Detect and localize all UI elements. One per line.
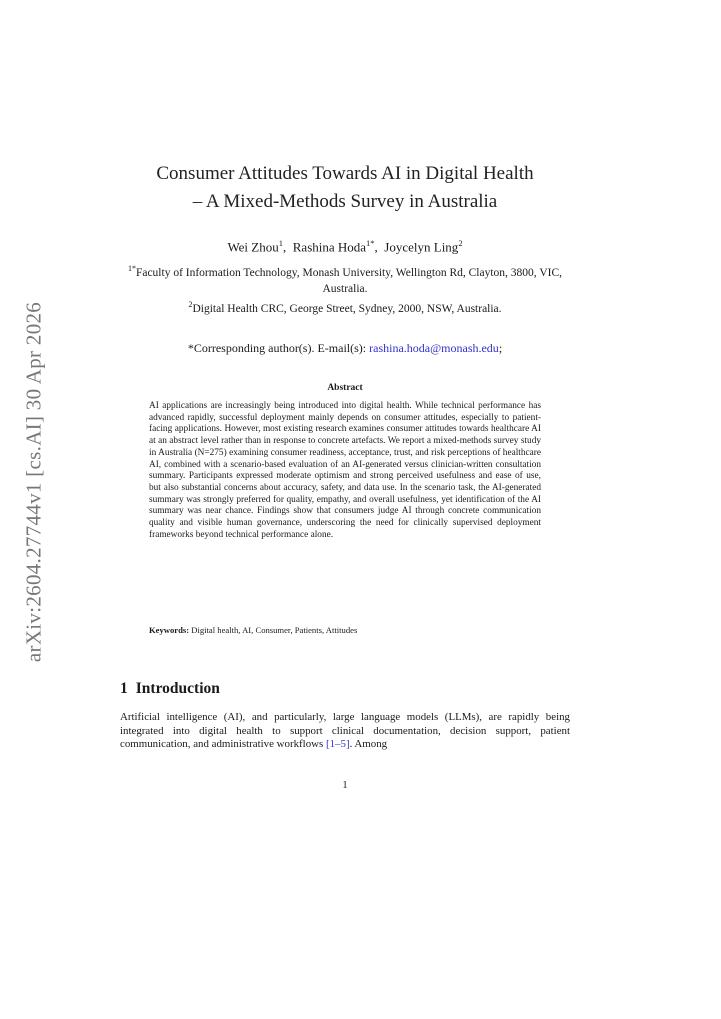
title-line-1: Consumer Attitudes Towards AI in Digital Health xyxy=(156,163,534,184)
section-heading xyxy=(120,680,220,698)
section-number: 1 xyxy=(120,680,128,697)
abstract-text: AI applications are increasingly being introduced into digital health. While technical performance has advanced rapidly, successful deployment mainly depends on consumer attitudes, especially to patient-facing applications. However, most existing research examines consumer attitudes towards healthcare AI at an abstract level rather than in response to concrete artefacts. We report a mixed-methods survey study in Australia (N=275) examining consumer readiness, acceptance, trust, and risk perceptions of healthcare AI, combined with a scenario-based evaluation of an AI-generated versus clinician-written consultation summary. Participants expressed moderate optimism and strong perceived usefulness and ease of use, but also substantial concerns about accuracy, safety, and data use. In the scenario task, the AI-generated summary was strongly preferred for quality, empathy, and overall usefulness, yet identification of the AI summary was near chance. Findings show that consumers judge AI through concrete communication quality and visible human governance, underscoring the need for clinically supervised deployment frameworks beyond technical performance alone. xyxy=(149,401,541,540)
author-name: Wei Zhou xyxy=(227,239,279,255)
author-name: Joycelyn Ling xyxy=(384,239,459,255)
author-name: Rashina Hoda xyxy=(292,239,367,255)
affiliations xyxy=(120,261,570,317)
page-number: 1 xyxy=(342,780,348,791)
corresponding-author xyxy=(120,340,570,356)
corresponding-email-link[interactable]: rashina.hoda@monash.edu xyxy=(369,341,499,355)
arxiv-identifier: arXiv:2604.27744v1 [cs.AI] 30 Apr 2026 xyxy=(21,301,46,663)
affiliation-item xyxy=(120,297,570,317)
keywords-label: Keywords: xyxy=(149,625,190,635)
keywords-text: Digital health, AI, Consumer, Patients, Attitudes xyxy=(191,625,358,635)
keywords xyxy=(149,625,541,636)
affiliation-item xyxy=(120,261,570,297)
intro-text-end: . Among xyxy=(349,738,388,751)
corresponding-suffix: ; xyxy=(498,341,503,355)
abstract-heading: Abstract xyxy=(327,383,363,393)
affiliation-text: Faculty of Information Technology, Monash University, Wellington Rd, Clayton, 3800, VIC, Australia. xyxy=(135,266,563,295)
affiliation-mark: 1* xyxy=(127,264,136,273)
corresponding-label: *Corresponding author(s). E-mail(s): xyxy=(187,341,367,355)
author-list: Wei Zhou$^1$, Rashina Hoda$^{1*}$, Joycelyn Ling$^2$ xyxy=(227,238,463,255)
intro-text: Artificial intelligence (AI), and particularly, large language models (LLMs), are rapidly being integrated into digital health to support clinical documentation, decision support, patient communication, and administrative workflows xyxy=(120,711,570,751)
section-title: Introduction xyxy=(135,680,220,697)
affiliation-text: Digital Health CRC, George Street, Sydney, 2000, NSW, Australia. xyxy=(192,302,502,315)
title-line-2: – A Mixed-Methods Survey in Australia xyxy=(192,191,498,212)
author-affil-mark: 1* xyxy=(366,238,375,248)
author-affil-mark: 2 xyxy=(458,238,463,248)
intro-paragraph xyxy=(120,711,570,752)
affiliation-mark: 2 xyxy=(188,299,193,309)
citation-link[interactable]: [1–5] xyxy=(325,738,350,751)
author-affil-mark: 1 xyxy=(278,238,283,248)
paper-title xyxy=(120,160,570,216)
